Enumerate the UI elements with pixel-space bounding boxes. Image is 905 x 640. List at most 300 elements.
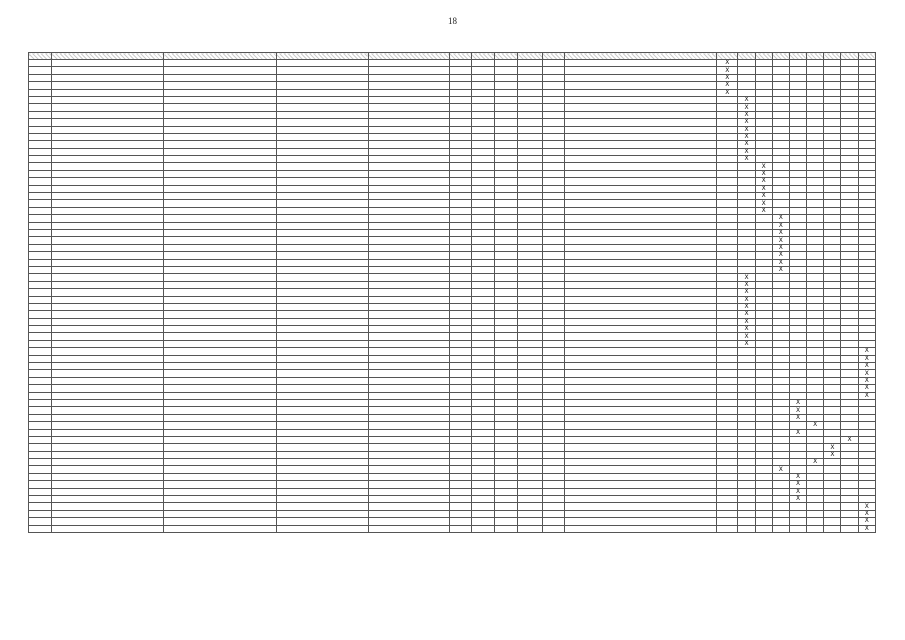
table-cell (807, 74, 824, 81)
table-row (29, 429, 876, 436)
table-cell (564, 111, 717, 118)
table-cell (164, 252, 276, 259)
table-row (29, 289, 876, 296)
table-cell (494, 326, 517, 333)
check-mark: X (772, 222, 789, 229)
table-cell (789, 459, 806, 466)
table-cell (164, 488, 276, 495)
table-cell (772, 370, 789, 377)
table-cell (29, 274, 52, 281)
table-cell (858, 496, 875, 503)
table-cell (52, 466, 164, 473)
table-cell (738, 488, 755, 495)
table-cell (29, 466, 52, 473)
table-cell (755, 466, 772, 473)
table-cell (824, 333, 841, 340)
table-cell (755, 119, 772, 126)
table-cell (518, 67, 543, 74)
table-cell (789, 422, 806, 429)
table-cell (29, 215, 52, 222)
table-cell (471, 126, 494, 133)
table-cell (450, 363, 471, 370)
table-cell (52, 510, 164, 517)
table-cell (717, 466, 738, 473)
table-cell (276, 259, 368, 266)
table-cell (450, 459, 471, 466)
header-cell (772, 53, 789, 60)
table-cell (276, 355, 368, 362)
table-cell (52, 363, 164, 370)
table-cell (543, 518, 564, 525)
table-cell (368, 133, 450, 140)
table-cell (543, 436, 564, 443)
table-cell (807, 67, 824, 74)
table-cell (29, 407, 52, 414)
table-cell (518, 126, 543, 133)
table-cell (471, 348, 494, 355)
table-cell (164, 311, 276, 318)
check-mark: X (858, 355, 875, 362)
table-cell (543, 311, 564, 318)
table-cell (841, 126, 858, 133)
table-cell (164, 399, 276, 406)
table-cell (543, 229, 564, 236)
table-cell (564, 89, 717, 96)
table-cell (564, 348, 717, 355)
table-cell (858, 141, 875, 148)
table-cell (543, 163, 564, 170)
table-cell (276, 156, 368, 163)
table-cell (518, 133, 543, 140)
table-cell (471, 252, 494, 259)
table-cell (29, 82, 52, 89)
table-cell (29, 193, 52, 200)
table-cell (164, 244, 276, 251)
table-cell (471, 274, 494, 281)
table-cell (717, 488, 738, 495)
table-cell (29, 518, 52, 525)
table-cell (807, 503, 824, 510)
table-cell (717, 333, 738, 340)
table-cell (164, 481, 276, 488)
table-cell (52, 60, 164, 67)
table-cell (543, 126, 564, 133)
table-cell (789, 348, 806, 355)
table-cell (276, 133, 368, 140)
table-cell (543, 503, 564, 510)
table-cell (52, 407, 164, 414)
table-cell (807, 451, 824, 458)
table-cell (717, 281, 738, 288)
table-cell (789, 222, 806, 229)
table-cell (824, 89, 841, 96)
table-cell (471, 481, 494, 488)
table-cell (494, 436, 517, 443)
table-cell (52, 200, 164, 207)
table-cell (772, 340, 789, 347)
table-cell (564, 429, 717, 436)
table-cell (494, 266, 517, 273)
table-cell (450, 318, 471, 325)
table-row (29, 422, 876, 429)
table-cell (789, 355, 806, 362)
table-cell (450, 436, 471, 443)
check-mark: X (738, 119, 755, 126)
table-cell (824, 82, 841, 89)
table-cell (450, 229, 471, 236)
table-cell (755, 289, 772, 296)
table-cell (368, 222, 450, 229)
table-cell (755, 496, 772, 503)
table-cell (564, 119, 717, 126)
table-cell (772, 414, 789, 421)
table-cell (276, 193, 368, 200)
table-cell (471, 392, 494, 399)
table-cell (518, 363, 543, 370)
table-cell (858, 303, 875, 310)
table-cell (276, 207, 368, 214)
table-cell (738, 82, 755, 89)
table-cell (52, 459, 164, 466)
table-row (29, 96, 876, 103)
table-cell (841, 67, 858, 74)
table-cell (807, 252, 824, 259)
table-cell (518, 274, 543, 281)
table-cell (29, 363, 52, 370)
table-row (29, 370, 876, 377)
table-cell (807, 318, 824, 325)
table-cell (755, 82, 772, 89)
table-cell (789, 96, 806, 103)
table-cell (824, 525, 841, 532)
table-cell (807, 414, 824, 421)
table-cell (543, 96, 564, 103)
table-cell (164, 496, 276, 503)
table-cell (518, 74, 543, 81)
header-cell (471, 53, 494, 60)
table-cell (789, 237, 806, 244)
table-cell (450, 207, 471, 214)
table-cell (450, 89, 471, 96)
table-cell (450, 237, 471, 244)
table-cell (858, 481, 875, 488)
table-cell (450, 340, 471, 347)
table-cell (543, 274, 564, 281)
table-row (29, 126, 876, 133)
table-cell (471, 525, 494, 532)
table-cell (52, 266, 164, 273)
table-cell (789, 207, 806, 214)
table-cell (543, 281, 564, 288)
table-cell (772, 185, 789, 192)
table-cell (564, 414, 717, 421)
table-cell (717, 385, 738, 392)
table-cell (564, 318, 717, 325)
table-row (29, 326, 876, 333)
table-cell (717, 133, 738, 140)
table-cell (755, 525, 772, 532)
table-cell (755, 296, 772, 303)
table-cell (564, 163, 717, 170)
table-cell (543, 399, 564, 406)
table-cell (772, 429, 789, 436)
table-cell (494, 96, 517, 103)
table-row (29, 74, 876, 81)
table-cell (858, 274, 875, 281)
table-cell (564, 60, 717, 67)
table-cell (717, 326, 738, 333)
header-cell (276, 53, 368, 60)
table-cell (518, 466, 543, 473)
table-cell (518, 503, 543, 510)
check-mark: X (772, 237, 789, 244)
table-cell (564, 488, 717, 495)
table-cell (52, 525, 164, 532)
table-cell (858, 340, 875, 347)
table-cell (164, 296, 276, 303)
table-cell (772, 200, 789, 207)
table-cell (824, 156, 841, 163)
table-row (29, 414, 876, 421)
table-cell (494, 340, 517, 347)
table-cell (772, 473, 789, 480)
table-cell (450, 111, 471, 118)
table-cell (518, 370, 543, 377)
table-row (29, 503, 876, 510)
table-cell (450, 348, 471, 355)
table-cell (276, 370, 368, 377)
table-cell (450, 466, 471, 473)
table-cell (807, 193, 824, 200)
table-cell (164, 473, 276, 480)
table-cell (789, 74, 806, 81)
table-cell (518, 377, 543, 384)
table-cell (755, 60, 772, 67)
table-cell (450, 296, 471, 303)
table-cell (276, 252, 368, 259)
table-cell (789, 148, 806, 155)
table-cell (841, 207, 858, 214)
table-cell (518, 444, 543, 451)
table-cell (807, 133, 824, 140)
table-cell (450, 67, 471, 74)
table-cell (494, 311, 517, 318)
table-cell (858, 459, 875, 466)
table-cell (543, 370, 564, 377)
table-cell (494, 111, 517, 118)
table-cell (772, 60, 789, 67)
table-cell (494, 503, 517, 510)
table-cell (543, 429, 564, 436)
table-cell (276, 414, 368, 421)
header-cell (518, 53, 543, 60)
table-cell (518, 392, 543, 399)
table-cell (858, 178, 875, 185)
table-cell (164, 163, 276, 170)
table-cell (368, 399, 450, 406)
table-cell (368, 407, 450, 414)
table-cell (494, 481, 517, 488)
table-cell (52, 170, 164, 177)
table-row (29, 222, 876, 229)
table-cell (858, 185, 875, 192)
table-cell (772, 363, 789, 370)
table-cell (276, 89, 368, 96)
table-cell (450, 303, 471, 310)
table-cell (52, 422, 164, 429)
table-cell (276, 503, 368, 510)
table-cell (789, 215, 806, 222)
table-cell (717, 170, 738, 177)
table-cell (841, 222, 858, 229)
table-cell (368, 318, 450, 325)
table-cell (164, 333, 276, 340)
table-cell (450, 82, 471, 89)
table-cell (164, 466, 276, 473)
table-cell (772, 170, 789, 177)
table-cell (471, 266, 494, 273)
table-cell (755, 89, 772, 96)
table-row (29, 333, 876, 340)
table-cell (807, 481, 824, 488)
table-cell (717, 363, 738, 370)
table-cell (518, 429, 543, 436)
table-cell (450, 311, 471, 318)
table-cell (471, 488, 494, 495)
table-cell (471, 229, 494, 236)
table-cell (858, 488, 875, 495)
table-cell (824, 163, 841, 170)
table-cell (450, 451, 471, 458)
table-cell (738, 185, 755, 192)
table-cell (772, 496, 789, 503)
table-cell (518, 289, 543, 296)
table-cell (368, 326, 450, 333)
table-cell (518, 148, 543, 155)
table-cell (564, 311, 717, 318)
table-cell (518, 414, 543, 421)
table-cell (755, 133, 772, 140)
table-cell (164, 289, 276, 296)
table-cell (518, 222, 543, 229)
table-cell (858, 215, 875, 222)
table-cell (471, 363, 494, 370)
table-cell (543, 466, 564, 473)
table-cell (738, 252, 755, 259)
table-cell (52, 126, 164, 133)
table-cell (543, 200, 564, 207)
table-cell (494, 74, 517, 81)
table-cell (450, 444, 471, 451)
table-cell (717, 311, 738, 318)
table-cell (807, 348, 824, 355)
table-cell (471, 89, 494, 96)
table-cell (807, 370, 824, 377)
table-cell (841, 193, 858, 200)
table-cell (824, 326, 841, 333)
table-cell (824, 481, 841, 488)
table-cell (717, 148, 738, 155)
table-cell (29, 89, 52, 96)
header-cell (824, 53, 841, 60)
table-cell (494, 348, 517, 355)
table-cell (543, 296, 564, 303)
table-cell (368, 200, 450, 207)
table-cell (368, 163, 450, 170)
table-cell (543, 89, 564, 96)
table-cell (368, 237, 450, 244)
table-cell (858, 193, 875, 200)
table-cell (368, 96, 450, 103)
table-cell (29, 444, 52, 451)
table-cell (494, 377, 517, 384)
table-cell (494, 141, 517, 148)
check-mark: X (789, 399, 806, 406)
table-cell (789, 444, 806, 451)
table-cell (717, 340, 738, 347)
table-cell (564, 133, 717, 140)
table-cell (29, 74, 52, 81)
table-cell (29, 200, 52, 207)
table-cell (494, 229, 517, 236)
table-cell (494, 163, 517, 170)
table-cell (717, 348, 738, 355)
table-cell (471, 340, 494, 347)
table-cell (858, 156, 875, 163)
table-cell (471, 370, 494, 377)
table-cell (368, 444, 450, 451)
table-row (29, 444, 876, 451)
table-cell (471, 133, 494, 140)
table-cell (494, 133, 517, 140)
table-cell (717, 518, 738, 525)
table-cell (772, 104, 789, 111)
table-cell (841, 473, 858, 480)
table-cell (471, 518, 494, 525)
table-cell (494, 215, 517, 222)
table-cell (858, 281, 875, 288)
table-cell (52, 67, 164, 74)
table-cell (518, 266, 543, 273)
table-cell (543, 444, 564, 451)
table-cell (164, 89, 276, 96)
table-cell (518, 318, 543, 325)
check-mark: X (717, 74, 738, 81)
table-cell (368, 414, 450, 421)
header-cell (164, 53, 276, 60)
table-cell (789, 178, 806, 185)
table-cell (543, 525, 564, 532)
table-cell (755, 333, 772, 340)
table-row (29, 303, 876, 310)
table-cell (450, 481, 471, 488)
check-mark: X (738, 126, 755, 133)
table-cell (772, 422, 789, 429)
table-cell (52, 133, 164, 140)
table-cell (841, 259, 858, 266)
table-cell (738, 510, 755, 517)
table-cell (858, 74, 875, 81)
table-cell (494, 429, 517, 436)
table-cell (858, 119, 875, 126)
table-cell (29, 178, 52, 185)
header-cell (789, 53, 806, 60)
table-cell (29, 207, 52, 214)
table-cell (52, 436, 164, 443)
table-cell (471, 414, 494, 421)
table-cell (824, 170, 841, 177)
table-cell (841, 481, 858, 488)
